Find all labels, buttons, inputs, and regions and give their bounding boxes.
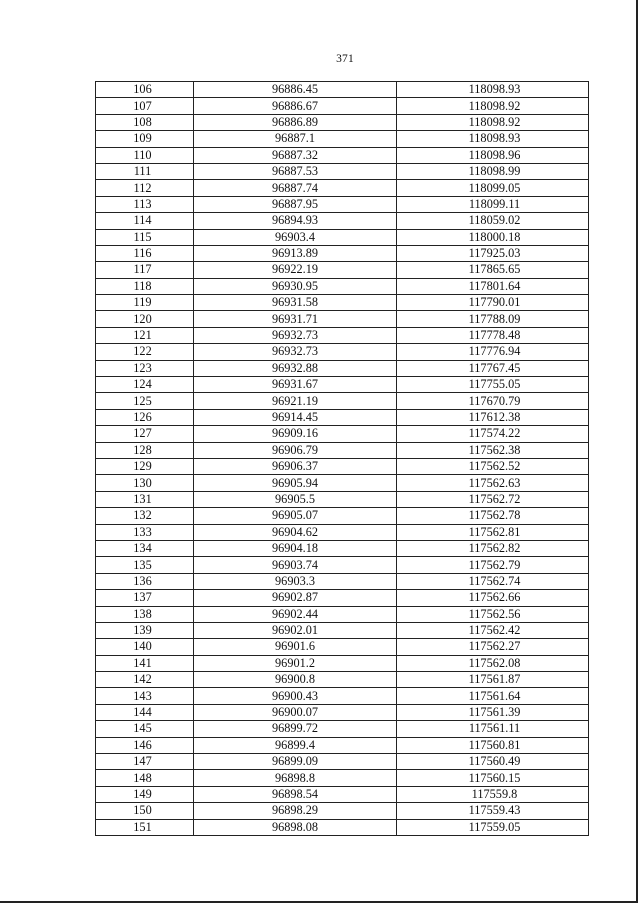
table-row — [96, 147, 589, 163]
table-row — [96, 573, 589, 589]
y-coordinate-cell: 118098.99 — [397, 163, 589, 179]
x-coordinate-cell: 96900.8 — [194, 672, 397, 688]
table-row — [96, 737, 589, 753]
y-coordinate-cell: 117561.11 — [397, 721, 589, 737]
point-number-cell: 142 — [96, 672, 194, 688]
table-row — [96, 819, 589, 835]
x-coordinate-cell: 96909.16 — [194, 426, 397, 442]
y-coordinate-cell: 117574.22 — [397, 426, 589, 442]
x-coordinate-cell: 96932.88 — [194, 360, 397, 376]
point-number-cell: 141 — [96, 655, 194, 671]
x-coordinate-cell: 96887.95 — [194, 196, 397, 212]
table-row — [96, 262, 589, 278]
x-coordinate-cell: 96899.09 — [194, 754, 397, 770]
point-number-cell: 145 — [96, 721, 194, 737]
y-coordinate-cell: 117670.79 — [397, 393, 589, 409]
y-coordinate-cell: 117559.05 — [397, 819, 589, 835]
y-coordinate-cell: 118000.18 — [397, 229, 589, 245]
x-coordinate-cell: 96886.45 — [194, 82, 397, 98]
point-number-cell: 123 — [96, 360, 194, 376]
table-row — [96, 688, 589, 704]
point-number-cell: 133 — [96, 524, 194, 540]
table-row — [96, 278, 589, 294]
y-coordinate-cell: 117561.39 — [397, 704, 589, 720]
y-coordinate-cell: 117560.49 — [397, 754, 589, 770]
point-number-cell: 150 — [96, 803, 194, 819]
point-number-cell: 147 — [96, 754, 194, 770]
y-coordinate-cell: 117778.48 — [397, 327, 589, 343]
point-number-cell: 115 — [96, 229, 194, 245]
x-coordinate-cell: 96930.95 — [194, 278, 397, 294]
y-coordinate-cell: 117562.72 — [397, 491, 589, 507]
x-coordinate-cell: 96894.93 — [194, 213, 397, 229]
point-number-cell: 134 — [96, 540, 194, 556]
y-coordinate-cell: 117561.64 — [397, 688, 589, 704]
x-coordinate-cell: 96902.87 — [194, 590, 397, 606]
y-coordinate-cell: 117755.05 — [397, 377, 589, 393]
y-coordinate-cell: 117801.64 — [397, 278, 589, 294]
point-number-cell: 116 — [96, 245, 194, 261]
y-coordinate-cell: 118098.93 — [397, 131, 589, 147]
x-coordinate-cell: 96900.43 — [194, 688, 397, 704]
x-coordinate-cell: 96899.72 — [194, 721, 397, 737]
point-number-cell: 143 — [96, 688, 194, 704]
table-row — [96, 344, 589, 360]
x-coordinate-cell: 96921.19 — [194, 393, 397, 409]
x-coordinate-cell: 96906.79 — [194, 442, 397, 458]
point-number-cell: 127 — [96, 426, 194, 442]
x-coordinate-cell: 96932.73 — [194, 344, 397, 360]
table-row — [96, 606, 589, 622]
y-coordinate-cell: 118098.92 — [397, 98, 589, 114]
y-coordinate-cell: 117562.81 — [397, 524, 589, 540]
point-number-cell: 114 — [96, 213, 194, 229]
table-row — [96, 409, 589, 425]
point-number-cell: 136 — [96, 573, 194, 589]
table-row — [96, 229, 589, 245]
y-coordinate-cell: 117562.82 — [397, 540, 589, 556]
y-coordinate-cell: 117788.09 — [397, 311, 589, 327]
table-row — [96, 754, 589, 770]
table-row — [96, 114, 589, 130]
x-coordinate-cell: 96903.4 — [194, 229, 397, 245]
y-coordinate-cell: 117612.38 — [397, 409, 589, 425]
table-row — [96, 655, 589, 671]
y-coordinate-cell: 118098.96 — [397, 147, 589, 163]
x-coordinate-cell: 96904.18 — [194, 540, 397, 556]
x-coordinate-cell: 96886.67 — [194, 98, 397, 114]
point-number-cell: 128 — [96, 442, 194, 458]
y-coordinate-cell: 117559.8 — [397, 786, 589, 802]
y-coordinate-cell: 118099.11 — [397, 196, 589, 212]
point-number-cell: 149 — [96, 786, 194, 802]
x-coordinate-cell: 96898.29 — [194, 803, 397, 819]
y-coordinate-cell: 117562.63 — [397, 475, 589, 491]
x-coordinate-cell: 96898.08 — [194, 819, 397, 835]
y-coordinate-cell: 117562.27 — [397, 639, 589, 655]
x-coordinate-cell: 96903.3 — [194, 573, 397, 589]
y-coordinate-cell: 117562.56 — [397, 606, 589, 622]
y-coordinate-cell: 117562.74 — [397, 573, 589, 589]
table-row — [96, 311, 589, 327]
table-row — [96, 639, 589, 655]
x-coordinate-cell: 96887.1 — [194, 131, 397, 147]
table-row — [96, 770, 589, 786]
table-row — [96, 442, 589, 458]
y-coordinate-cell: 117560.81 — [397, 737, 589, 753]
y-coordinate-cell: 117562.42 — [397, 622, 589, 638]
table-row — [96, 245, 589, 261]
point-number-cell: 144 — [96, 704, 194, 720]
point-number-cell: 106 — [96, 82, 194, 98]
point-number-cell: 135 — [96, 557, 194, 573]
x-coordinate-cell: 96932.73 — [194, 327, 397, 343]
x-coordinate-cell: 96898.54 — [194, 786, 397, 802]
point-number-cell: 112 — [96, 180, 194, 196]
x-coordinate-cell: 96901.2 — [194, 655, 397, 671]
point-number-cell: 130 — [96, 475, 194, 491]
point-number-cell: 131 — [96, 491, 194, 507]
table-row — [96, 327, 589, 343]
x-coordinate-cell: 96903.74 — [194, 557, 397, 573]
y-coordinate-cell: 117562.66 — [397, 590, 589, 606]
y-coordinate-cell: 117560.15 — [397, 770, 589, 786]
table-row — [96, 360, 589, 376]
y-coordinate-cell: 117925.03 — [397, 245, 589, 261]
x-coordinate-cell: 96887.53 — [194, 163, 397, 179]
x-coordinate-cell: 96900.07 — [194, 704, 397, 720]
y-coordinate-cell: 117562.78 — [397, 508, 589, 524]
y-coordinate-cell: 117562.08 — [397, 655, 589, 671]
table-row — [96, 524, 589, 540]
point-number-cell: 148 — [96, 770, 194, 786]
point-number-cell: 146 — [96, 737, 194, 753]
x-coordinate-cell: 96905.5 — [194, 491, 397, 507]
table-row — [96, 213, 589, 229]
point-number-cell: 117 — [96, 262, 194, 278]
x-coordinate-cell: 96931.71 — [194, 311, 397, 327]
point-number-cell: 151 — [96, 819, 194, 835]
table-row — [96, 426, 589, 442]
y-coordinate-cell: 118098.93 — [397, 82, 589, 98]
y-coordinate-cell: 117562.38 — [397, 442, 589, 458]
table-row — [96, 163, 589, 179]
table-row — [96, 540, 589, 556]
x-coordinate-cell: 96887.74 — [194, 180, 397, 196]
x-coordinate-cell: 96931.67 — [194, 377, 397, 393]
y-coordinate-cell: 117865.65 — [397, 262, 589, 278]
point-number-cell: 124 — [96, 377, 194, 393]
x-coordinate-cell: 96898.8 — [194, 770, 397, 786]
y-coordinate-cell: 118098.92 — [397, 114, 589, 130]
table-row — [96, 82, 589, 98]
table-row — [96, 196, 589, 212]
point-number-cell: 125 — [96, 393, 194, 409]
x-coordinate-cell: 96902.01 — [194, 622, 397, 638]
point-number-cell: 118 — [96, 278, 194, 294]
x-coordinate-cell: 96899.4 — [194, 737, 397, 753]
point-number-cell: 119 — [96, 295, 194, 311]
table-row — [96, 672, 589, 688]
point-number-cell: 111 — [96, 163, 194, 179]
table-row — [96, 491, 589, 507]
table-row — [96, 475, 589, 491]
point-number-cell: 121 — [96, 327, 194, 343]
point-number-cell: 129 — [96, 458, 194, 474]
x-coordinate-cell: 96902.44 — [194, 606, 397, 622]
y-coordinate-cell: 117790.01 — [397, 295, 589, 311]
point-number-cell: 113 — [96, 196, 194, 212]
table-row — [96, 377, 589, 393]
point-number-cell: 132 — [96, 508, 194, 524]
y-coordinate-cell: 117767.45 — [397, 360, 589, 376]
table-row — [96, 704, 589, 720]
coordinate-table — [95, 81, 589, 836]
y-coordinate-cell: 118059.02 — [397, 213, 589, 229]
point-number-cell: 138 — [96, 606, 194, 622]
x-coordinate-cell: 96931.58 — [194, 295, 397, 311]
table-row — [96, 803, 589, 819]
y-coordinate-cell: 117559.43 — [397, 803, 589, 819]
table-row — [96, 393, 589, 409]
point-number-cell: 140 — [96, 639, 194, 655]
table-row — [96, 131, 589, 147]
y-coordinate-cell: 118099.05 — [397, 180, 589, 196]
x-coordinate-cell: 96901.6 — [194, 639, 397, 655]
table-row — [96, 180, 589, 196]
table-row — [96, 786, 589, 802]
y-coordinate-cell: 117562.79 — [397, 557, 589, 573]
table-row — [96, 295, 589, 311]
x-coordinate-cell: 96905.94 — [194, 475, 397, 491]
x-coordinate-cell: 96922.19 — [194, 262, 397, 278]
table-row — [96, 622, 589, 638]
point-number-cell: 108 — [96, 114, 194, 130]
point-number-cell: 122 — [96, 344, 194, 360]
point-number-cell: 126 — [96, 409, 194, 425]
x-coordinate-cell: 96913.89 — [194, 245, 397, 261]
point-number-cell: 110 — [96, 147, 194, 163]
y-coordinate-cell: 117562.52 — [397, 458, 589, 474]
point-number-cell: 107 — [96, 98, 194, 114]
table-row — [96, 98, 589, 114]
table-row — [96, 590, 589, 606]
point-number-cell: 137 — [96, 590, 194, 606]
table-row — [96, 458, 589, 474]
table-body — [96, 82, 589, 836]
x-coordinate-cell: 96886.89 — [194, 114, 397, 130]
point-number-cell: 120 — [96, 311, 194, 327]
y-coordinate-cell: 117776.94 — [397, 344, 589, 360]
point-number-cell: 139 — [96, 622, 194, 638]
x-coordinate-cell: 96905.07 — [194, 508, 397, 524]
point-number-cell: 109 — [96, 131, 194, 147]
page-number: 371 — [336, 53, 354, 65]
table-row — [96, 557, 589, 573]
x-coordinate-cell: 96906.37 — [194, 458, 397, 474]
x-coordinate-cell: 96914.45 — [194, 409, 397, 425]
y-coordinate-cell: 117561.87 — [397, 672, 589, 688]
x-coordinate-cell: 96887.32 — [194, 147, 397, 163]
x-coordinate-cell: 96904.62 — [194, 524, 397, 540]
table-row — [96, 508, 589, 524]
table-row — [96, 721, 589, 737]
